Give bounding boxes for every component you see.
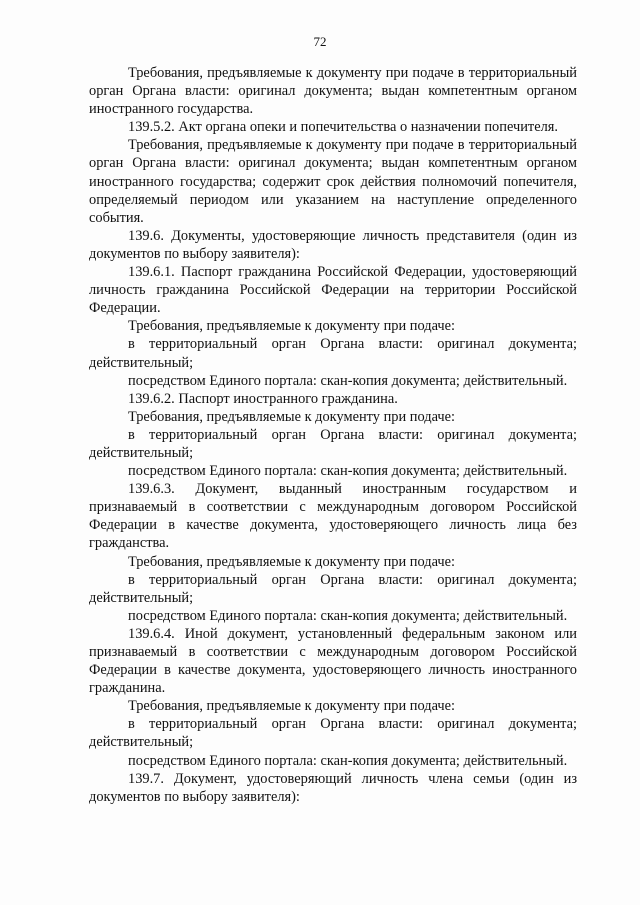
paragraph: в территориальный орган Органа власти: оригинал документа; действительный; xyxy=(89,426,577,461)
paragraph: посредством Единого портала: скан-копия документа; действительный. xyxy=(128,372,568,389)
paragraph: посредством Единого портала: скан-копия документа; действительный. xyxy=(128,463,568,480)
document-body xyxy=(89,64,577,806)
paragraph: 139.7. Документ, удостоверяющий личность члена семьи (один из документов по выбору заявителя): xyxy=(89,770,577,805)
paragraph: в территориальный орган Органа власти: оригинал документа; действительный; xyxy=(89,716,577,751)
paragraph: Требования, предъявляемые к документу при подаче: xyxy=(128,698,455,715)
paragraph: Требования, предъявляемые к документу при подаче: xyxy=(128,318,455,335)
paragraph: 139.6. Документы, удостоверяющие личность представителя (один из документов по выбору заявителя): xyxy=(89,227,577,262)
paragraph: в территориальный орган Органа власти: оригинал документа; действительный; xyxy=(89,571,577,606)
paragraph: 139.6.1. Паспорт гражданина Российской Федерации, удостоверяющий личность гражданина Российской Федерации на территории Российской Федерации. xyxy=(89,264,577,317)
page-number: 72 xyxy=(313,34,327,49)
paragraph: 139.6.2. Паспорт иностранного гражданина. xyxy=(128,390,398,407)
paragraph: в территориальный орган Органа власти: оригинал документа; действительный; xyxy=(89,336,577,371)
paragraph: 139.6.3. Документ, выданный иностранным государством и признаваемый в соответствии с международным договором Российской Федерации в качестве документа, удостоверяющего личность лица без гражданства. xyxy=(89,481,577,552)
paragraph: Требования, предъявляемые к документу при подаче: xyxy=(128,553,455,570)
paragraph: Требования, предъявляемые к документу при подаче в территориальный орган Органа власти: оригинал документа; выдан компетентным органом иностранного государства. xyxy=(89,65,577,118)
paragraph: 139.5.2. Акт органа опеки и попечительства о назначении попечителя. xyxy=(128,119,558,136)
paragraph: посредством Единого портала: скан-копия документа; действительный. xyxy=(128,607,568,624)
paragraph: посредством Единого портала: скан-копия документа; действительный. xyxy=(128,752,568,769)
paragraph: Требования, предъявляемые к документу при подаче: xyxy=(128,408,455,425)
paragraph: 139.6.4. Иной документ, установленный федеральным законом или признаваемый в соответствии с международным договором Российской Федерации в качестве документа, удостоверяющего личность иностранного гражданина. xyxy=(89,625,577,697)
paragraph: Требования, предъявляемые к документу при подаче в территориальный орган Органа власти: оригинал документа; выдан компетентным органом иностранного государства; содержит срок действия полномочий попечителя, определяемый периодом или указанием на наступление определенного события. xyxy=(89,137,577,226)
